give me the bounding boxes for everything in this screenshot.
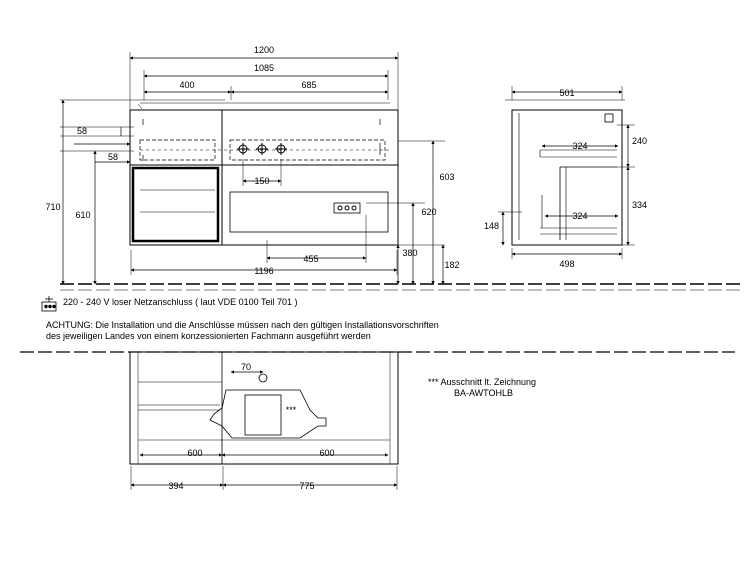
dim-380: 380 xyxy=(402,248,418,258)
dim-70: 70 xyxy=(240,362,252,372)
drain-icon xyxy=(259,374,267,382)
dim-501: 501 xyxy=(559,88,575,98)
dim-1200: 1200 xyxy=(253,45,275,55)
top-cabinet-outline xyxy=(130,352,398,464)
power-note: 220 - 240 V loser Netzanschluss ( laut VDE 0100 Teil 701 ) xyxy=(63,297,298,307)
warning-line-2: des jeweiligen Landes von einem konzessionierten Fachmann ausgeführt werden xyxy=(46,331,371,341)
dim-58-lower: 58 xyxy=(107,152,119,162)
side-view-dimensions xyxy=(484,88,647,269)
dim-58-upper: 58 xyxy=(76,126,88,136)
drawer xyxy=(230,192,388,232)
dim-610: 610 xyxy=(75,210,91,220)
cutout-note-1: *** Ausschnitt lt. Zeichnung xyxy=(428,377,537,387)
warning-line-1: ACHTUNG: Die Installation und die Anschlüsse müssen nach den gültigen Installationsvorschriften xyxy=(46,320,439,330)
valve-right-icon xyxy=(275,143,287,155)
cutout-marker: *** xyxy=(285,405,297,415)
side-view xyxy=(498,86,635,259)
dim-710: 710 xyxy=(45,202,61,212)
dim-600-right: 600 xyxy=(319,448,335,458)
front-view xyxy=(60,52,740,290)
cutout-note-2: BA-AWTOHLB xyxy=(454,388,514,398)
valve-middle-icon xyxy=(256,143,268,155)
cutout-shape xyxy=(210,390,326,438)
power-connection-icon xyxy=(42,296,56,311)
dim-600-left: 600 xyxy=(187,448,203,458)
dim-324-upper: 324 xyxy=(572,141,588,151)
dim-1196: 1196 xyxy=(254,266,274,276)
dim-603: 603 xyxy=(439,172,455,182)
side-cabinet-body xyxy=(512,110,622,245)
open-shelf xyxy=(133,168,218,241)
dim-400: 400 xyxy=(179,80,195,90)
top-view-dimensions xyxy=(168,362,334,491)
dim-182: 182 xyxy=(444,260,460,270)
dim-394: 394 xyxy=(168,481,184,491)
dim-620: 620 xyxy=(421,207,437,217)
dim-324-lower: 324 xyxy=(572,211,588,221)
dim-334: 334 xyxy=(632,200,648,210)
top-view xyxy=(20,352,735,490)
dim-150: 150 xyxy=(254,176,270,186)
dim-240: 240 xyxy=(632,136,648,146)
dim-685: 685 xyxy=(301,80,317,90)
front-view-dimensions xyxy=(45,45,459,276)
dim-148: 148 xyxy=(484,221,500,231)
valve-left-icon xyxy=(237,143,249,155)
dim-498: 498 xyxy=(559,259,575,269)
dim-1085: 1085 xyxy=(253,63,275,73)
dim-775: 775 xyxy=(299,481,315,491)
dim-455: 455 xyxy=(303,254,319,264)
